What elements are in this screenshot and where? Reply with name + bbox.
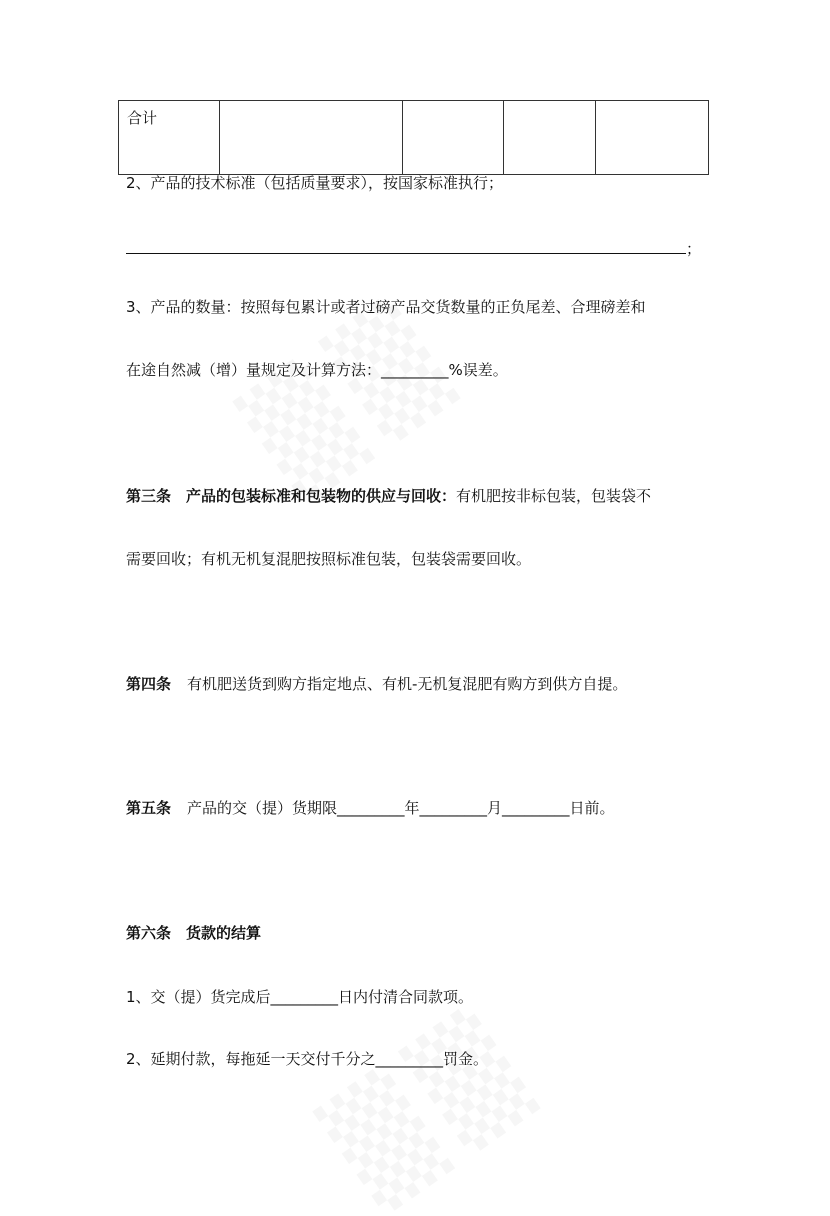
quantity-line-2: 在途自然减（增）量规定及计算方法：_________%误差。 bbox=[126, 361, 508, 379]
article-3-line-1 bbox=[126, 486, 651, 506]
article-6-title: 第六条 货款的结算 bbox=[126, 924, 262, 942]
article-3-title: 第三条 产品的包装标准和包装物的供应与回收： bbox=[126, 487, 457, 505]
totals-table bbox=[118, 100, 709, 175]
article-5 bbox=[126, 798, 615, 818]
article-6-title-line bbox=[126, 923, 261, 943]
table-cell bbox=[596, 101, 709, 175]
article-4-title: 第四条 bbox=[126, 675, 172, 693]
table-cell bbox=[403, 101, 504, 175]
article-3-text-2: 需要回收；有机无机复混肥按照标准包装，包装袋需要回收。 bbox=[126, 550, 532, 568]
payment-item-1: 1、交（提）货完成后_________日内付清合同款项。 bbox=[126, 988, 474, 1006]
total-label-cell bbox=[119, 101, 220, 175]
table-cell bbox=[504, 101, 596, 175]
article-3-text-1: 有机肥按非标包装，包装袋不 bbox=[456, 487, 652, 505]
article-5-text: 产品的交（提）货期限_________年_________月_________日前。 bbox=[187, 799, 615, 817]
blank-line bbox=[126, 238, 702, 259]
article-4 bbox=[126, 674, 627, 694]
quantity-line-1: 3、产品的数量：按照每包累计或者过磅产品交货数量的正负尾差、合理磅差和 bbox=[126, 298, 646, 316]
article-5-title: 第五条 bbox=[126, 799, 172, 817]
total-label: 合计 bbox=[127, 109, 158, 127]
payment-item-2: 2、延期付款，每拖延一天交付千分之_________罚金。 bbox=[126, 1050, 489, 1068]
blank-line-end: ； bbox=[686, 240, 702, 258]
article-4-text: 有机肥送货到购方指定地点、有机-无机复混肥有购方到供方自提。 bbox=[187, 675, 628, 693]
tech-standard-line: 2、产品的技术标准（包括质量要求），按国家标准执行； bbox=[126, 174, 504, 192]
blank-underline bbox=[126, 241, 686, 254]
watermark-bottom bbox=[312, 992, 557, 1216]
table-cell bbox=[220, 101, 403, 175]
table-row bbox=[119, 101, 709, 175]
